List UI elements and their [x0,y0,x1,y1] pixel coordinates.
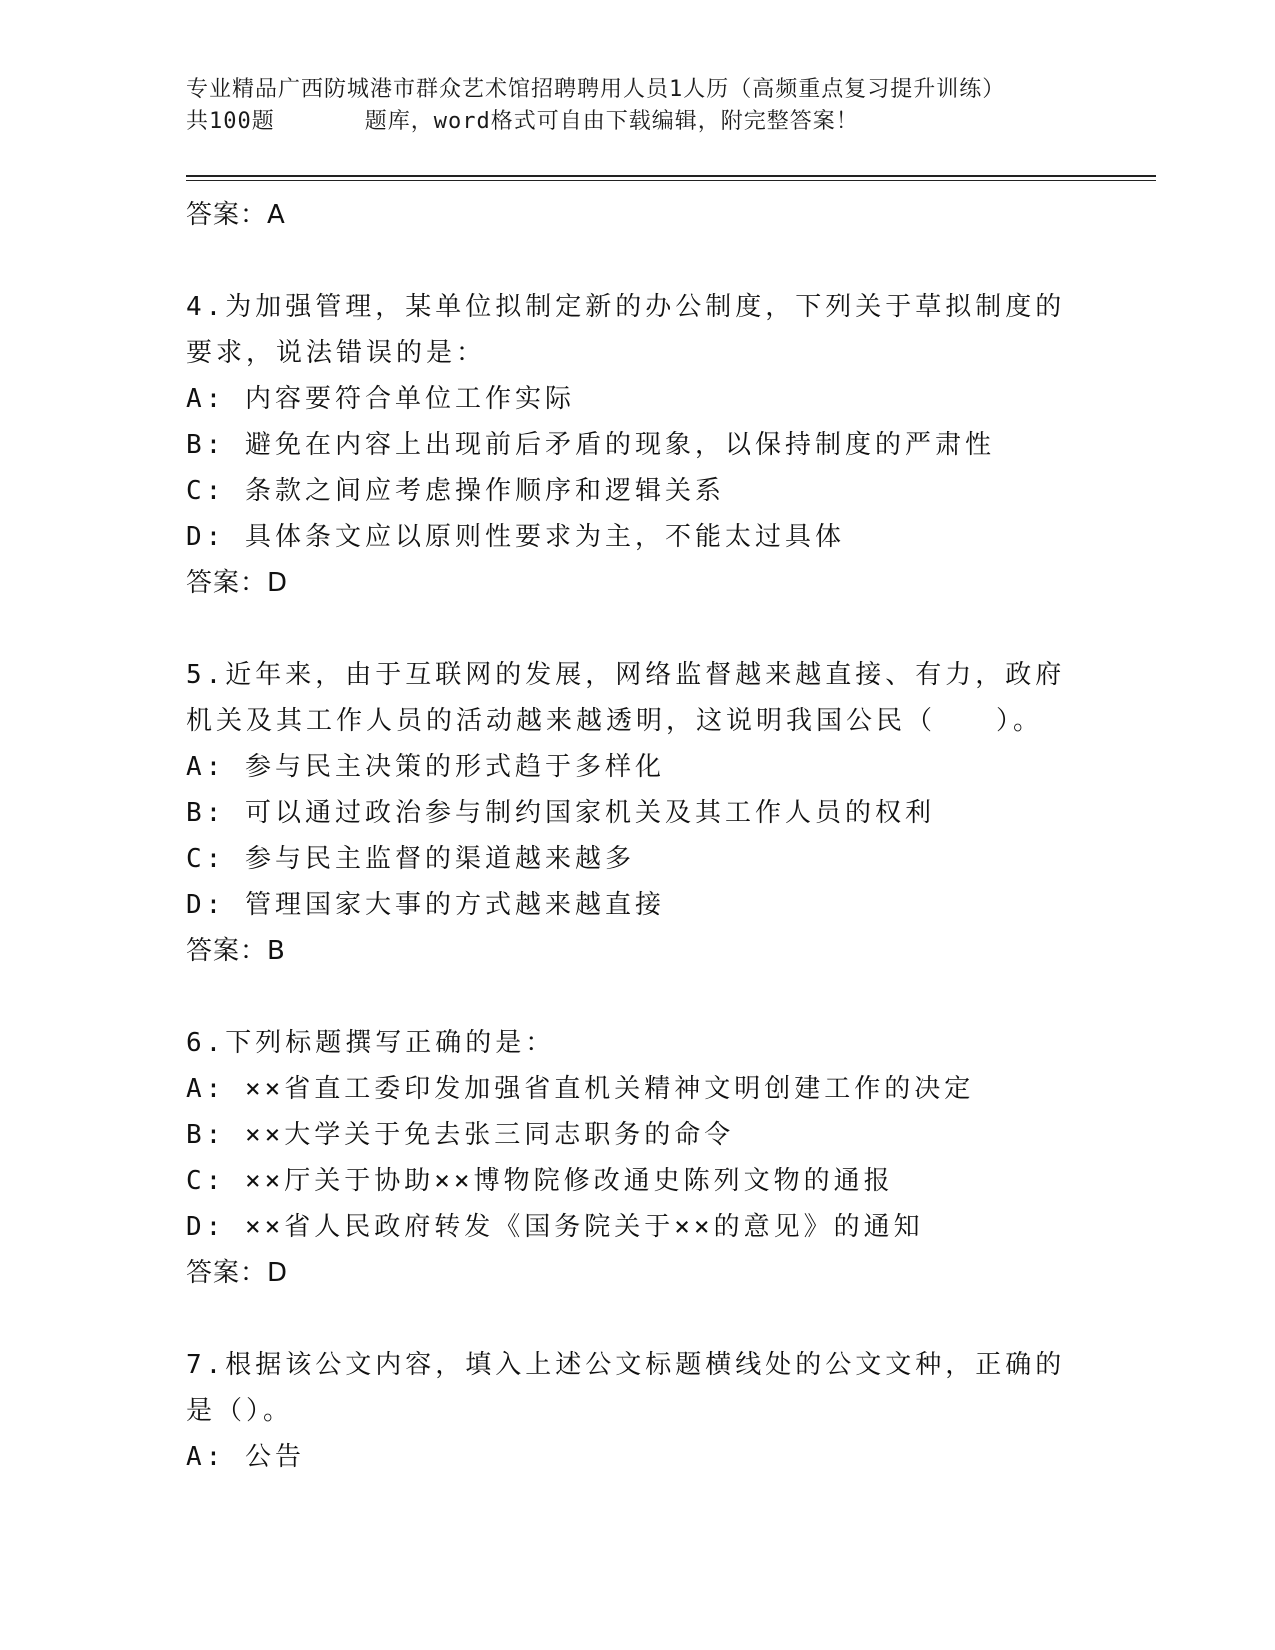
header-rule-thick [186,175,1156,177]
option-b: B: 可以通过政治参与制约国家机关及其工作人员的权利 [186,798,935,828]
question-text: 4.为加强管理，某单位拟制定新的办公制度，下列关于草拟制度的要求，说法错误的是： [186,292,1066,368]
option-d: D: 管理国家大事的方式越来越直接 [186,890,665,920]
answer-line: 答案：B [186,936,286,966]
question-list [186,192,1086,1480]
option-b: B: ××大学关于免去张三同志职务的命令 [186,1120,735,1150]
option-a: A: 内容要符合单位工作实际 [186,384,575,414]
document-header [186,74,1086,138]
question-text: 6.下列标题撰写正确的是： [186,1028,556,1058]
header-description: 题库，word格式可自由下载编辑，附完整答案！ [364,109,859,134]
option-c: C: 条款之间应考虑操作顺序和逻辑关系 [186,476,725,506]
question-6 [186,1020,1086,1296]
header-title-line: 专业精品广西防城港市群众艺术馆招聘聘用人员1人历（高频重点复习提升训练） [186,77,1006,102]
question-text: 5.近年来，由于互联网的发展，网络监督越来越直接、有力，政府机关及其工作人员的活动越来越透明，这说明我国公民（ ）。 [186,660,1066,736]
option-d: D: ××省人民政府转发《国务院关于××的意见》的通知 [186,1212,924,1242]
option-d: D: 具体条文应以原则性要求为主，不能太过具体 [186,522,845,552]
option-c: C: ××厅关于协助××博物院修改通史陈列文物的通报 [186,1166,894,1196]
header-rule-thin [186,180,1156,181]
question-text: 7.根据该公文内容，填入上述公文标题横线处的公文文种，正确的是（）。 [186,1350,1066,1426]
answer-line: 答案：A [186,200,286,230]
header-count: 共100题 [186,109,275,134]
option-c: C: 参与民主监督的渠道越来越多 [186,844,635,874]
option-a: A: ××省直工委印发加强省直机关精神文明创建工作的决定 [186,1074,975,1104]
option-a: A: 公告 [186,1442,305,1472]
option-a: A: 参与民主决策的形式趋于多样化 [186,752,665,782]
question-4 [186,284,1086,606]
option-b: B: 避免在内容上出现前后矛盾的现象，以保持制度的严肃性 [186,430,995,460]
question-5 [186,652,1086,974]
header-subtitle-line [186,106,1086,138]
question-7 [186,1342,1086,1480]
answer-line: 答案：D [186,568,289,598]
answer-line: 答案：D [186,1258,289,1288]
